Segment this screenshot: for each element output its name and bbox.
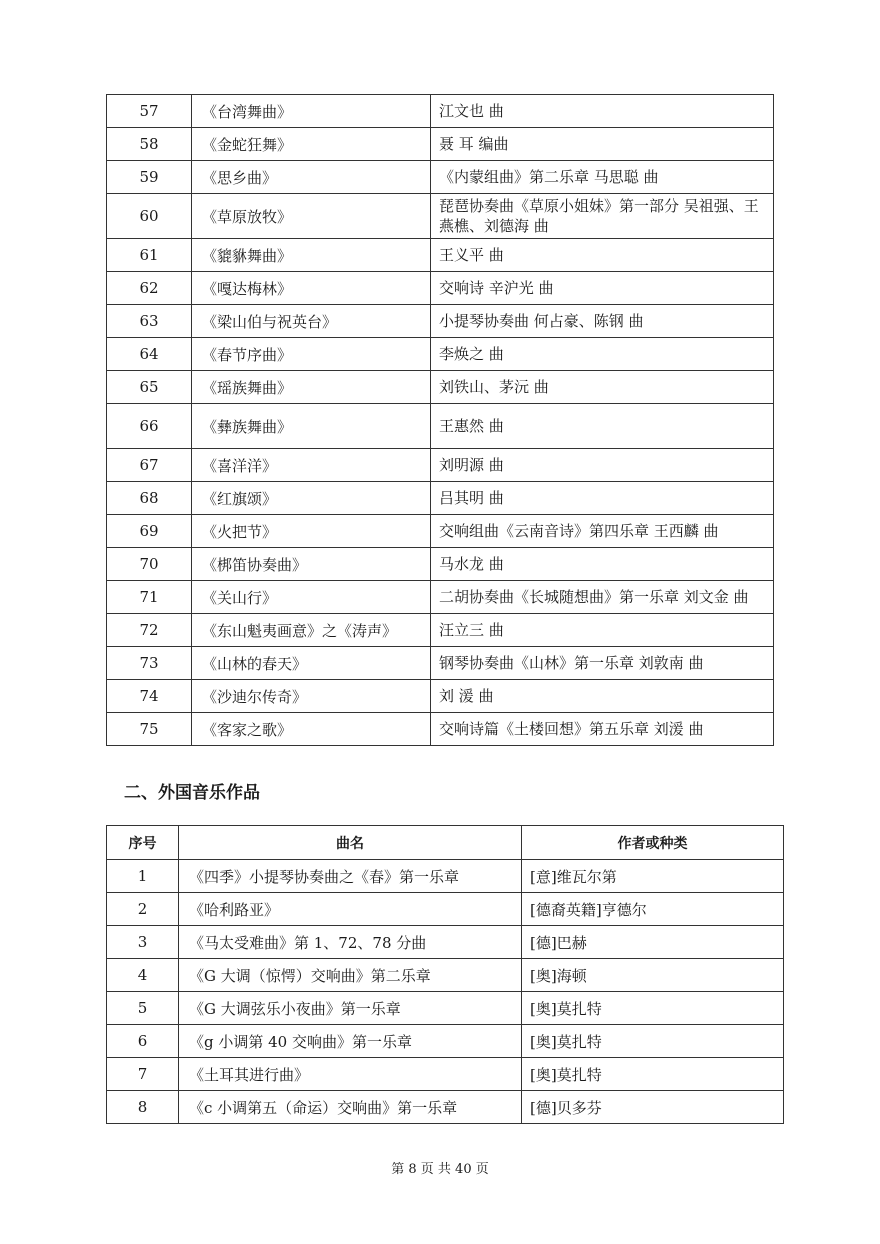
row-number: 74: [107, 680, 192, 713]
row-number: 6: [107, 1025, 179, 1058]
work-title: 《马太受难曲》第 1、72、78 分曲: [179, 926, 522, 959]
work-title: 《客家之歌》: [192, 713, 431, 746]
work-title: 《彝族舞曲》: [192, 404, 431, 449]
work-title: 《东山魁夷画意》之《涛声》: [192, 614, 431, 647]
row-number: 71: [107, 581, 192, 614]
row-number: 7: [107, 1058, 179, 1091]
work-author: 李焕之 曲: [431, 338, 774, 371]
table-row: [107, 404, 774, 449]
work-title: 《关山行》: [192, 581, 431, 614]
work-author: 小提琴协奏曲 何占豪、陈钢 曲: [431, 305, 774, 338]
row-number: 8: [107, 1091, 179, 1124]
work-title: 《喜洋洋》: [192, 449, 431, 482]
row-number: 5: [107, 992, 179, 1025]
work-author: 马水龙 曲: [431, 548, 774, 581]
work-title: 《G 大调（惊愕）交响曲》第二乐章: [179, 959, 522, 992]
table-row: [107, 482, 774, 515]
foreign-works-table: [106, 825, 784, 1124]
row-number: 60: [107, 194, 192, 239]
work-author: [德裔英籍]亨德尔: [522, 893, 784, 926]
header-number: 序号: [107, 826, 179, 860]
work-author: [意]维瓦尔第: [522, 860, 784, 893]
row-number: 65: [107, 371, 192, 404]
table-row: [107, 614, 774, 647]
work-author: [奥]莫扎特: [522, 1058, 784, 1091]
table-row: [107, 926, 784, 959]
table-header-row: [107, 826, 784, 860]
row-number: 59: [107, 161, 192, 194]
table-row: [107, 239, 774, 272]
work-author: 交响诗 辛沪光 曲: [431, 272, 774, 305]
table-row: [107, 1025, 784, 1058]
work-author: 江文也 曲: [431, 95, 774, 128]
work-title: 《貔貅舞曲》: [192, 239, 431, 272]
table-row: [107, 194, 774, 239]
row-number: 72: [107, 614, 192, 647]
work-author: 王惠然 曲: [431, 404, 774, 449]
work-title: 《火把节》: [192, 515, 431, 548]
work-author: 交响诗篇《土楼回想》第五乐章 刘湲 曲: [431, 713, 774, 746]
table-row: [107, 992, 784, 1025]
work-title: 《春节序曲》: [192, 338, 431, 371]
row-number: 4: [107, 959, 179, 992]
work-title: 《金蛇狂舞》: [192, 128, 431, 161]
table-row: [107, 1058, 784, 1091]
work-author: 王义平 曲: [431, 239, 774, 272]
work-title: 《草原放牧》: [192, 194, 431, 239]
row-number: 1: [107, 860, 179, 893]
work-author: 汪立三 曲: [431, 614, 774, 647]
work-title: 《沙迪尔传奇》: [192, 680, 431, 713]
row-number: 2: [107, 893, 179, 926]
work-author: 《内蒙组曲》第二乐章 马思聪 曲: [431, 161, 774, 194]
work-title: 《台湾舞曲》: [192, 95, 431, 128]
work-title: 《梁山伯与祝英台》: [192, 305, 431, 338]
table-row: [107, 449, 774, 482]
work-title: 《哈利路亚》: [179, 893, 522, 926]
table-row: [107, 272, 774, 305]
table-row: [107, 893, 784, 926]
table-row: [107, 860, 784, 893]
work-author: [德]贝多芬: [522, 1091, 784, 1124]
table-row: [107, 680, 774, 713]
row-number: 70: [107, 548, 192, 581]
page-footer: 第 8 页 共 40 页: [391, 1162, 489, 1177]
header-author: 作者或种类: [522, 826, 784, 860]
chinese-works-table: [106, 94, 774, 746]
work-author: [奥]莫扎特: [522, 1025, 784, 1058]
work-author: 聂 耳 编曲: [431, 128, 774, 161]
work-author: 刘明源 曲: [431, 449, 774, 482]
work-title: 《G 大调弦乐小夜曲》第一乐章: [179, 992, 522, 1025]
work-title: 《四季》小提琴协奏曲之《春》第一乐章: [179, 860, 522, 893]
row-number: 66: [107, 404, 192, 449]
work-title: 《瑶族舞曲》: [192, 371, 431, 404]
header-title: 曲名: [179, 826, 522, 860]
work-author: 钢琴协奏曲《山林》第一乐章 刘敦南 曲: [431, 647, 774, 680]
work-author: [奥]海顿: [522, 959, 784, 992]
row-number: 62: [107, 272, 192, 305]
work-author: 吕其明 曲: [431, 482, 774, 515]
row-number: 58: [107, 128, 192, 161]
work-title: 《山林的春天》: [192, 647, 431, 680]
table-row: [107, 647, 774, 680]
work-author: 刘铁山、茅沅 曲: [431, 371, 774, 404]
row-number: 63: [107, 305, 192, 338]
work-title: 《嘎达梅林》: [192, 272, 431, 305]
work-title: 《思乡曲》: [192, 161, 431, 194]
row-number: 73: [107, 647, 192, 680]
table-row: [107, 305, 774, 338]
section-heading: 二、外国音乐作品: [124, 783, 260, 803]
table-row: [107, 959, 784, 992]
table-row: [107, 713, 774, 746]
table-row: [107, 338, 774, 371]
row-number: 3: [107, 926, 179, 959]
row-number: 67: [107, 449, 192, 482]
row-number: 64: [107, 338, 192, 371]
row-number: 61: [107, 239, 192, 272]
table-row: [107, 1091, 784, 1124]
work-author: 刘 湲 曲: [431, 680, 774, 713]
table-row: [107, 581, 774, 614]
work-title: 《土耳其进行曲》: [179, 1058, 522, 1091]
work-title: 《红旗颂》: [192, 482, 431, 515]
row-number: 69: [107, 515, 192, 548]
table-row: [107, 128, 774, 161]
table-row: [107, 371, 774, 404]
work-title: 《c 小调第五（命运）交响曲》第一乐章: [179, 1091, 522, 1124]
row-number: 68: [107, 482, 192, 515]
table-row: [107, 161, 774, 194]
work-title: 《g 小调第 40 交响曲》第一乐章: [179, 1025, 522, 1058]
row-number: 75: [107, 713, 192, 746]
work-author: 琵琶协奏曲《草原小姐妹》第一部分 吴祖强、王燕樵、刘德海 曲: [431, 194, 774, 239]
work-title: 《梆笛协奏曲》: [192, 548, 431, 581]
work-author: [奥]莫扎特: [522, 992, 784, 1025]
work-author: [德]巴赫: [522, 926, 784, 959]
row-number: 57: [107, 95, 192, 128]
work-author: 交响组曲《云南音诗》第四乐章 王西麟 曲: [431, 515, 774, 548]
table-row: [107, 548, 774, 581]
table-row: [107, 515, 774, 548]
table-row: [107, 95, 774, 128]
work-author: 二胡协奏曲《长城随想曲》第一乐章 刘文金 曲: [431, 581, 774, 614]
